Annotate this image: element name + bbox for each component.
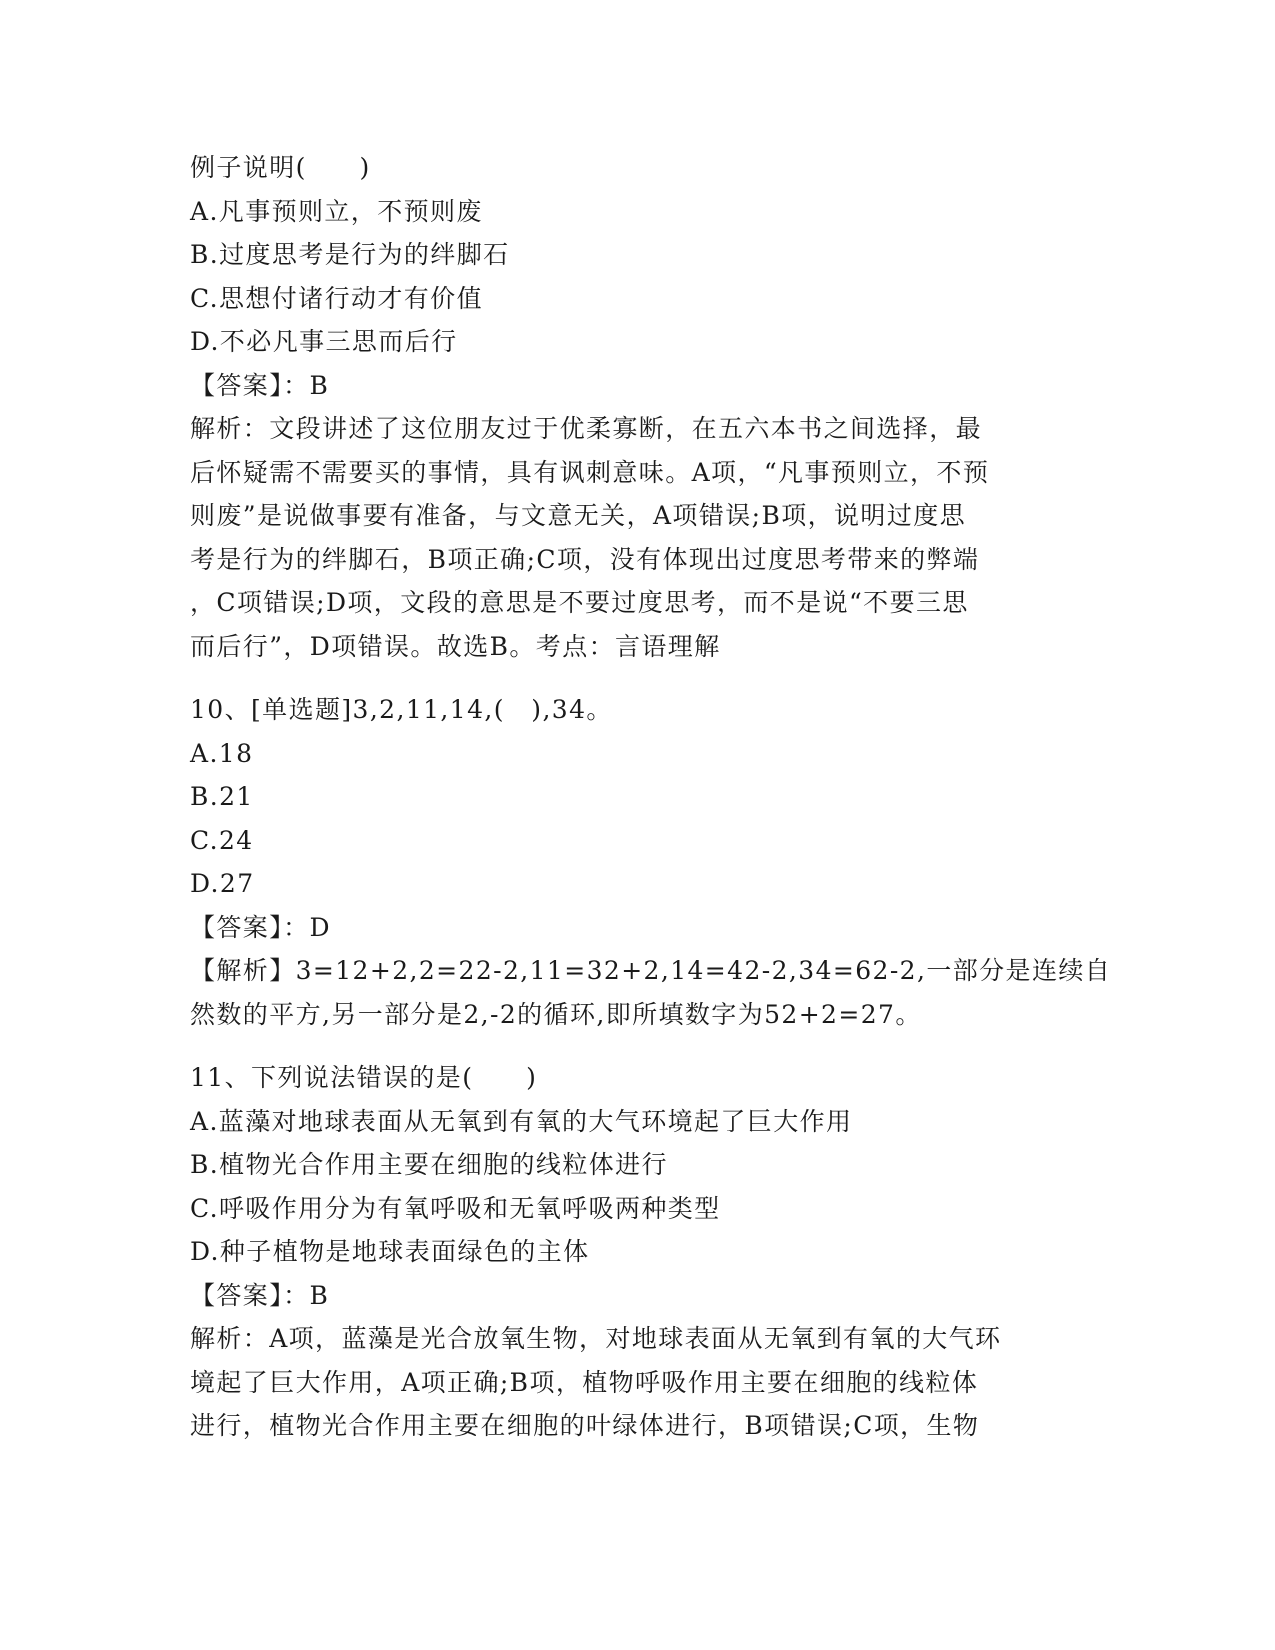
option-d: D.不必凡事三思而后行 — [190, 327, 458, 356]
question-9-continuation — [190, 146, 1090, 668]
option-a: A.18 — [190, 738, 254, 768]
explanation-line: 进行，植物光合作用主要在细胞的叶绿体进行，B项错误;C项，生物 — [190, 1411, 980, 1440]
option-c: C.24 — [190, 825, 254, 855]
option-c: C.思想付诸行动才有价值 — [190, 283, 483, 313]
option-b: B.植物光合作用主要在细胞的线粒体进行 — [190, 1150, 668, 1179]
section-gap — [190, 1036, 1090, 1056]
explanation-line: 考是行为的绊脚石，B项正确;C项，没有体现出过度思考带来的弊端 — [190, 544, 980, 574]
explanation-line: 境起了巨大作用，A项正确;B项，植物呼吸作用主要在细胞的线粒体 — [190, 1367, 979, 1397]
option-d: D.种子植物是地球表面绿色的主体 — [190, 1237, 590, 1266]
explanation-line: 后怀疑需不需要买的事情，具有讽刺意味。A项，“凡事预则立，不预 — [190, 457, 990, 487]
option-a: A.凡事预则立，不预则废 — [190, 196, 483, 226]
answer-line: 【答案】：B — [190, 370, 330, 400]
explanation-line: 而后行”，D项错误。故选B。考点：言语理解 — [190, 631, 721, 661]
question-stem-line: 10、[单选题]3,2,11,14,( ),34。 — [190, 695, 613, 724]
answer-line: 【答案】：B — [190, 1280, 330, 1310]
option-b: B.21 — [190, 782, 254, 811]
question-stem-line: 11、下列说法错误的是( ) — [190, 1063, 538, 1092]
explanation-line: 然数的平方,另一部分是2,-2的循环,即所填数字为52+2=27。 — [190, 999, 922, 1029]
document-content — [190, 146, 1112, 1448]
option-a: A.蓝藻对地球表面从无氧到有氧的大气环境起了巨大作用 — [190, 1106, 853, 1136]
explanation-line: 【解析】3=12+2,2=22-2,11=32+2,14=42-2,34=62-2,一部分是连续自 — [190, 956, 1112, 985]
question-10 — [190, 688, 1112, 1036]
section-gap — [190, 668, 1090, 688]
explanation-line: 解析：A项，蓝藻是光合放氧生物，对地球表面从无氧到有氧的大气环 — [190, 1324, 1002, 1353]
question-11 — [190, 1056, 1090, 1448]
explanation-line: 则废”是说做事要有准备，与文意无关，A项错误;B项，说明过度思 — [190, 501, 967, 530]
answer-line: 【答案】：D — [190, 912, 331, 942]
explanation-line: 解析：文段讲述了这位朋友过于优柔寡断，在五六本书之间选择，最 — [190, 414, 983, 443]
question-stem-line: 例子说明( ) — [190, 153, 371, 182]
option-d: D.27 — [190, 869, 255, 898]
option-c: C.呼吸作用分为有氧呼吸和无氧呼吸两种类型 — [190, 1193, 721, 1223]
explanation-line: ，C项错误;D项，文段的意思是不要过度思考，而不是说“不要三思 — [190, 588, 969, 617]
option-b: B.过度思考是行为的绊脚石 — [190, 240, 510, 269]
